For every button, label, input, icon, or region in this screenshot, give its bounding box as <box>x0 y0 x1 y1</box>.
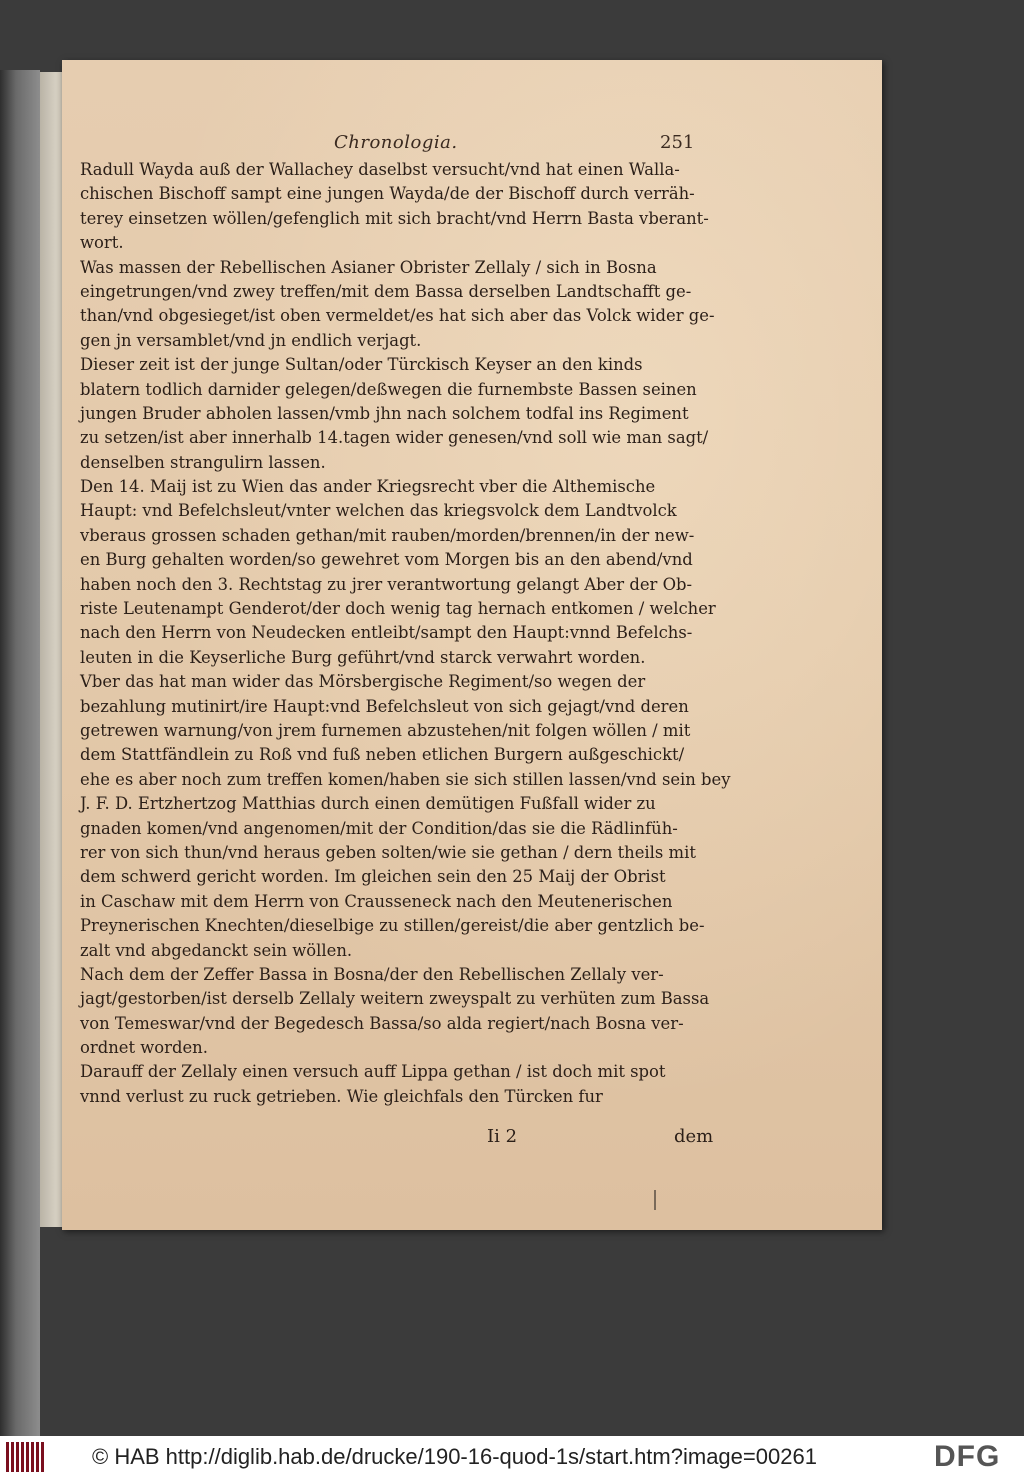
footer-bar <box>0 1436 1024 1478</box>
text-line: Nach dem der Zeffer Bassa in Bosna/der den Rebellischen Zellaly ver- <box>80 964 664 984</box>
text-line: terey einsetzen wöllen/gefenglich mit sich bracht/vnd Herrn Basta vberant- <box>80 208 709 228</box>
text-line: Preynerischen Knechten/dieselbige zu stillen/gereist/die aber gentzlich be- <box>80 916 705 936</box>
book-page <box>62 60 882 1230</box>
text-line: rer von sich thun/vnd heraus geben solten/wie sie gethan / dern theils mit <box>80 842 696 862</box>
text-line: Radull Wayda auß der Wallachey daselbst versucht/vnd hat einen Walla- <box>80 160 680 179</box>
catchword: dem <box>674 1126 714 1147</box>
running-head: Chronologia. <box>334 132 458 153</box>
text-line: zu setzen/ist aber innerhalb 14.tagen wider genesen/vnd soll wie man sagt/ <box>80 428 709 448</box>
text-line: zalt vnd abgedanckt sein wöllen. <box>80 940 353 960</box>
text-line: in Caschaw mit dem Herrn von Crausseneck nach den Meutenerischen <box>80 891 673 911</box>
ink-mark <box>654 1190 656 1210</box>
text-line: dem schwerd gericht worden. Im gleichen sein den 25 Maij der Obrist <box>80 867 666 887</box>
text-line: nach den Herrn von Neudecken entleibt/sampt den Haupt:vnnd Befelchs- <box>80 623 693 643</box>
text-line: Den 14. Maij ist zu Wien das ander Kriegsrecht vber die Althemische <box>80 477 656 497</box>
text-line: von Temeswar/vnd der Begedesch Bassa/so alda regiert/nach Bosna ver- <box>80 1013 684 1033</box>
text-line: chischen Bischoff sampt eine jungen Wayda/de der Bischoff durch verräh- <box>80 184 695 204</box>
text-line: jungen Bruder abholen lassen/vmb jhn nach solchem todfal ins Regiment <box>80 403 689 423</box>
text-line: Vber das hat man wider das Mörsbergische Regiment/so wegen der <box>80 672 646 692</box>
text-line: Dieser zeit ist der junge Sultan/oder Türckisch Keyser an den kinds <box>80 355 643 375</box>
text-line: riste Leutenampt Genderot/der doch wenig tag hernach entkomen / welcher <box>80 599 716 619</box>
text-line: ehe es aber noch zum treffen komen/haben sie sich stillen lassen/vnd sein bey <box>80 769 731 789</box>
text-line: Darauff der Zellaly einen versuch auff Lippa gethan / ist doch mit spot <box>80 1062 666 1082</box>
text-line: bezahlung mutinirt/ire Haupt:vnd Befelchsleut von sich gejagt/vnd deren <box>80 696 689 716</box>
text-line: J. F. D. Ertzhertzog Matthias durch einen demütigen Fußfall wider zu <box>80 794 656 814</box>
text-line: leuten in die Keyserliche Burg geführt/vnd starck verwahrt worden. <box>80 647 646 667</box>
text-line: en Burg gehalten worden/so gewehret vom Morgen bis an den abend/vnd <box>80 550 693 570</box>
text-line: ordnet worden. <box>80 1038 208 1058</box>
previous-page-edge <box>0 70 40 1436</box>
text-line: blatern todlich darnider gelegen/deßwegen die furnembste Bassen seinen <box>80 379 697 399</box>
text-line: eingetrungen/vnd zwey treffen/mit dem Bassa derselben Landtschafft ge- <box>80 281 692 301</box>
dfg-logo: DFG <box>934 1440 1001 1473</box>
text-line: vnnd verlust zu ruck getrieben. Wie gleichfals den Türcken fur <box>80 1086 603 1106</box>
text-line: denselben strangulirn lassen. <box>80 452 326 472</box>
copyright-link[interactable]: © HAB http://diglib.hab.de/drucke/190-16-quod-1s/start.htm?image=00261 <box>92 1444 817 1469</box>
text-line: than/vnd obgesieget/ist oben vermeldet/es hat sich aber das Volck wider ge- <box>80 306 715 326</box>
text-line: Was massen der Rebellischen Asianer Obrister Zellaly / sich in Bosna <box>80 257 657 277</box>
text-line: dem Stattfändlein zu Roß vnd fuß neben etlichen Burgern außgeschickt/ <box>80 745 685 765</box>
folio-number: 251 <box>660 132 695 153</box>
text-line: haben noch den 3. Rechtstag zu jrer verantwortung gelangt Aber der Ob- <box>80 574 693 594</box>
page-foot <box>62 1126 882 1154</box>
signature-mark: Ii 2 <box>487 1126 518 1147</box>
text-line: gen jn versamblet/vnd jn endlich verjagt. <box>80 330 422 350</box>
body-text <box>80 158 731 1109</box>
library-barcode-icon <box>6 1442 46 1472</box>
text-line: wort. <box>80 233 124 253</box>
text-line: gnaden komen/vnd angenomen/mit der Condition/das sie die Rädlinfüh- <box>80 818 678 838</box>
text-line: vberaus grossen schaden gethan/mit rauben/morden/brennen/in der new- <box>80 525 695 545</box>
text-line: jagt/gestorben/ist derselb Zellaly weitern zweyspalt zu verhüten zum Bassa <box>80 989 710 1009</box>
text-line: getrewen warnung/von jrem furnemen abzustehen/nit folgen wöllen / mit <box>80 720 691 740</box>
text-line: Haupt: vnd Befelchsleut/vnter welchen das kriegsvolck dem Landtvolck <box>80 501 677 521</box>
